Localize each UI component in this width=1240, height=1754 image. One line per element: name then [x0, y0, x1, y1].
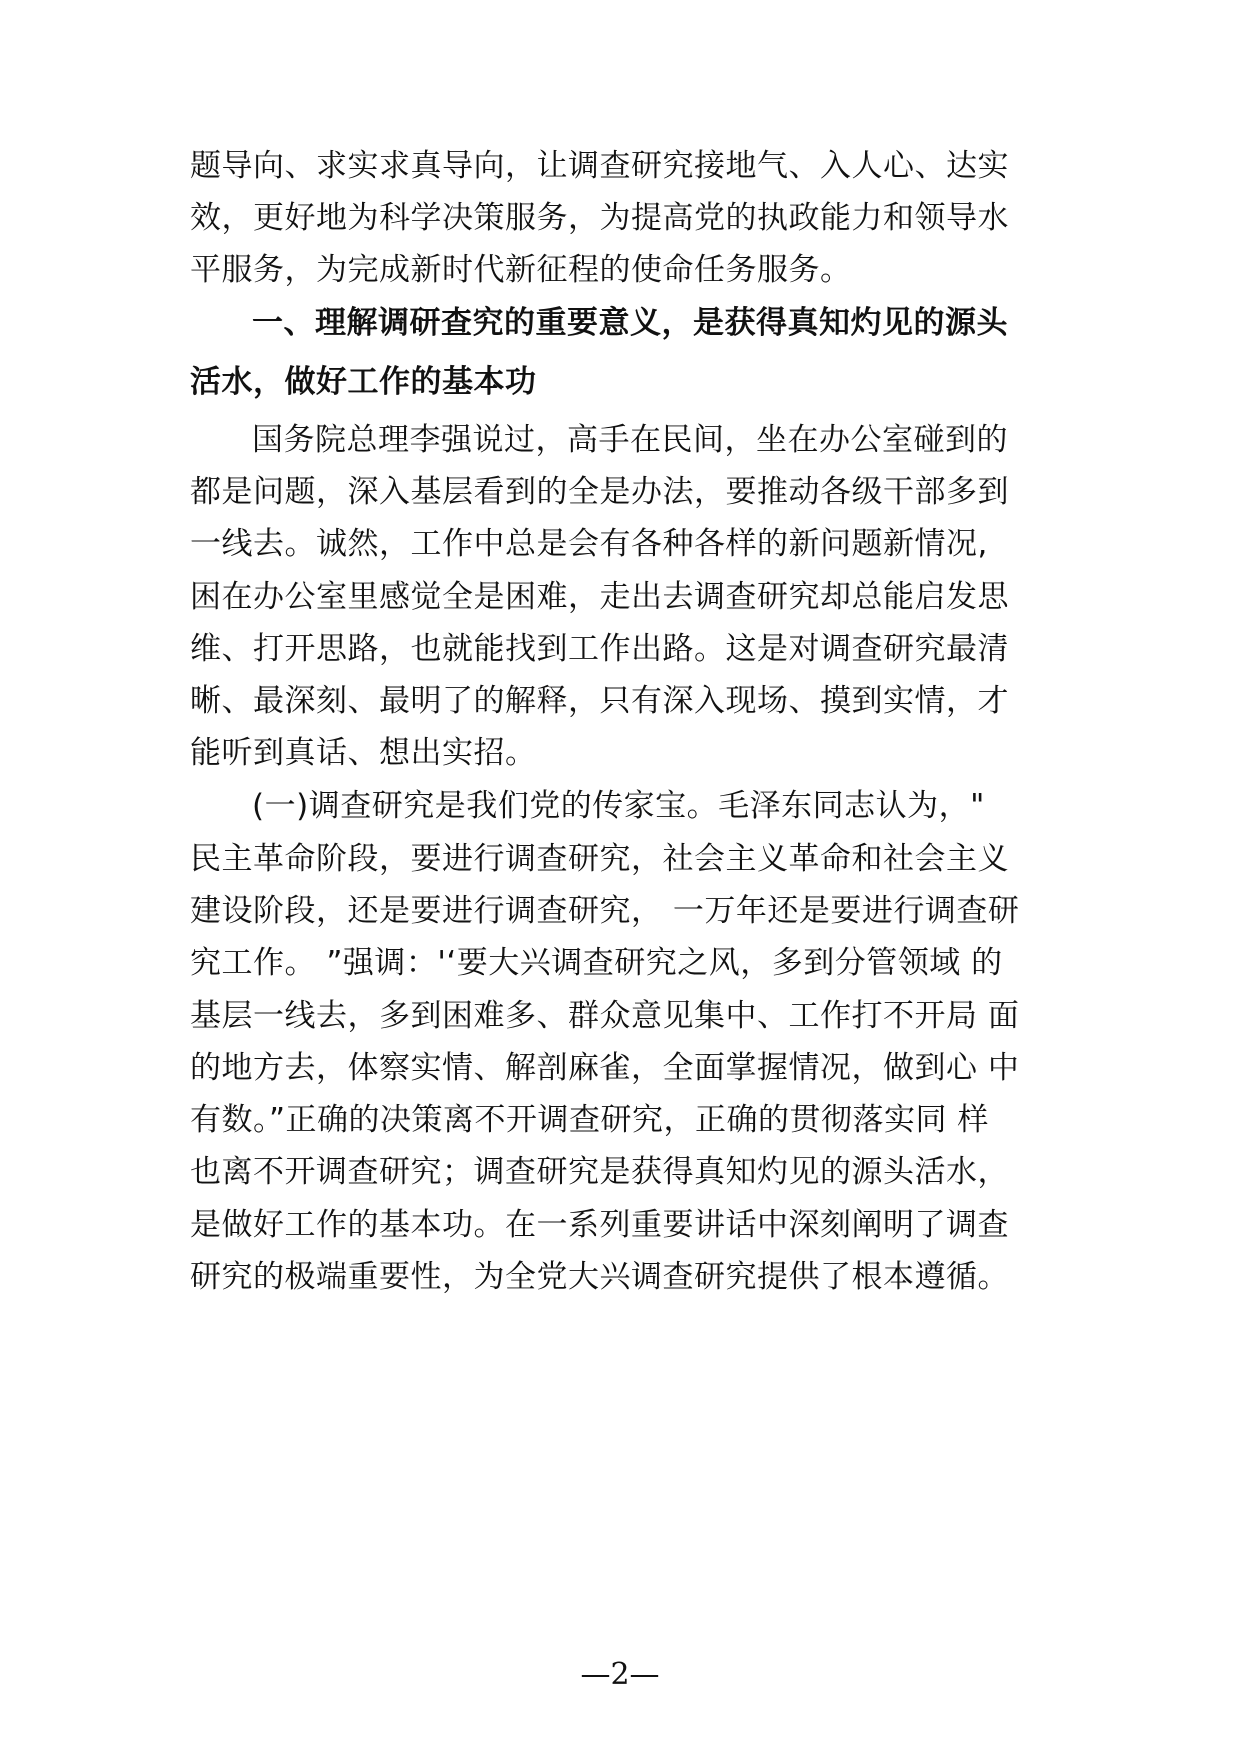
body-text-line: 究工作。 ”强调：'‘要大兴调查研究之风，多到分管领域 的	[190, 945, 1003, 981]
body-text-line: 建设阶段，还是要进行调查研究， 一万年还是要进行调查研	[190, 893, 1020, 929]
body-text-line: 有数。”正确的决策离不开调查研究，正确的贯彻落实同 样	[190, 1102, 989, 1138]
body-text-line: 题导向、求实求真导向，让调查研究接地气、入人心、达实	[190, 148, 1009, 184]
body-text-line: 国务院总理李强说过，高手在民间，坐在办公室碰到的	[252, 422, 1008, 458]
body-text-line: 效，更好地为科学决策服务，为提高党的执政能力和领导水	[190, 200, 1009, 236]
body-text-line: 的地方去，体察实情、解剖麻雀，全面掌握情况，做到心 中	[190, 1050, 1020, 1086]
body-text-line: 一线去。诚然，工作中总是会有各种各样的新问题新情况,	[190, 526, 988, 562]
body-text-line: 都是问题，深入基层看到的全是办法，要推动各级干部多到	[190, 474, 1009, 510]
body-text-line: 也离不开调查研究；调查研究是获得真知灼见的源头活水，	[190, 1154, 1009, 1190]
body-text-line: 困在办公室里感觉全是困难，走出去调查研究却总能启发思	[190, 579, 1009, 615]
body-text-line: 研究的极端重要性，为全党大兴调查研究提供了根本遵循。	[190, 1259, 1009, 1295]
body-text-line: 基层一线去，多到困难多、群众意见集中、工作打不开局 面	[190, 998, 1020, 1034]
body-text-line: 晰、最深刻、最明了的解释，只有深入现场、摸到实情，才	[190, 683, 1009, 719]
body-text-line: 能听到真话、想出实招。	[190, 735, 537, 771]
body-text-line: 平服务，为完成新时代新征程的使命任务服务。	[190, 252, 852, 288]
body-text-line: 民主革命阶段，要进行调查研究，社会主义革命和社会主义	[190, 841, 1009, 877]
page-number: —2—	[580, 1657, 660, 1692]
body-text-line: 维、打开思路，也就能找到工作出路。这是对调查研究最清	[190, 631, 1009, 667]
body-text-line: 是做好工作的基本功。在一系列重要讲话中深刻阐明了调查	[190, 1207, 1009, 1243]
section-heading: 一、理解调研查究的重要意义，是获得真知灼见的源头	[252, 305, 1008, 341]
section-heading: 活水，做好工作的基本功	[190, 364, 537, 400]
body-text-line: (一)调查研究是我们党的传家宝。毛泽东同志认为，"	[252, 788, 985, 824]
